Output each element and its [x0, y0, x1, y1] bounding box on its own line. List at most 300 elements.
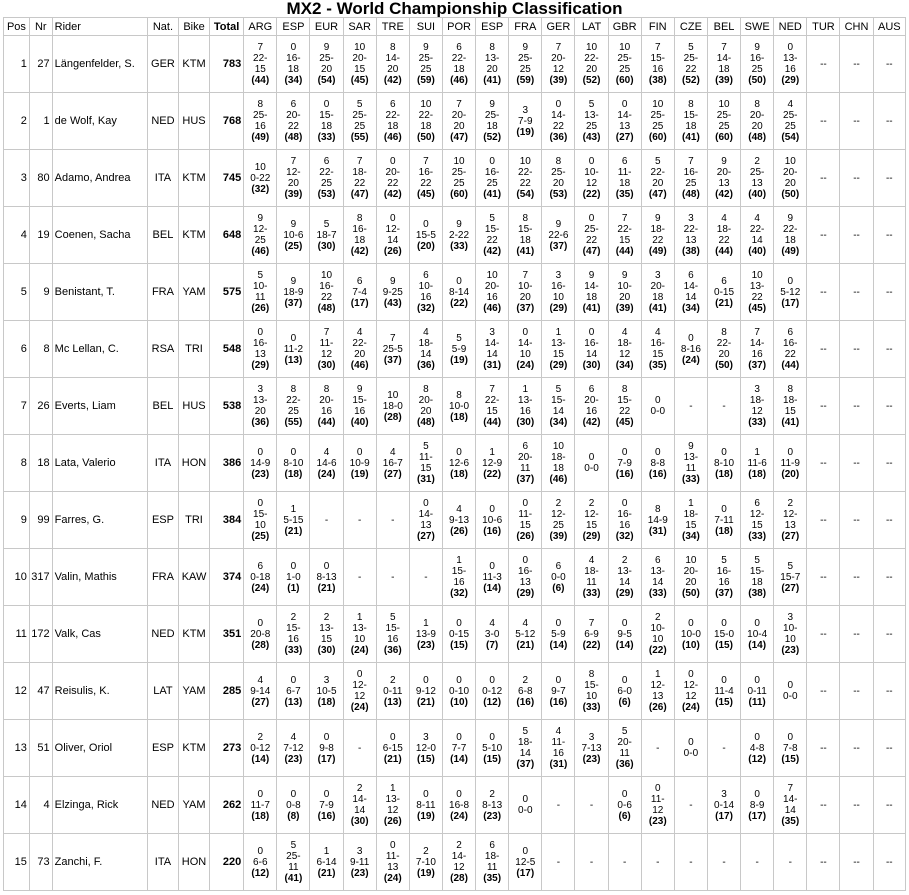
result-line: 11- [385, 851, 400, 862]
cell-rider: de Wolf, Kay [52, 93, 147, 150]
result-line: 25- [683, 53, 699, 64]
result-line: 7 [688, 156, 694, 167]
result-line: 14- [352, 794, 367, 805]
result-line: 18- [617, 338, 632, 349]
cell-result [641, 663, 674, 720]
cell-result [476, 264, 509, 321]
cell-result [807, 549, 840, 606]
result-line: 14 [619, 577, 631, 588]
result-line: 14- [617, 110, 632, 121]
cell-bike: HUS [178, 93, 209, 150]
cell-result [310, 834, 343, 891]
result-line: 10 [486, 270, 498, 281]
result-line: 5 [555, 384, 562, 395]
result-line: (49) [781, 246, 800, 257]
result-line: 18 [453, 64, 465, 75]
cell-result [707, 606, 740, 663]
result-line: - [689, 400, 693, 412]
result-line: (33) [284, 645, 303, 656]
cell-result [674, 720, 707, 777]
result-line: (54) [516, 189, 535, 200]
cell-result [442, 606, 475, 663]
result-line: 8-9 [749, 799, 765, 811]
cell-total: 538 [210, 378, 244, 435]
cell-pos: 8 [4, 435, 30, 492]
result-line: 22- [617, 224, 632, 235]
result-line: 22 [619, 406, 631, 417]
result-line: (30) [317, 240, 336, 252]
result-line: 20 [486, 64, 498, 75]
result-line: -- [820, 742, 827, 754]
cell-result [376, 492, 409, 549]
table-row [4, 207, 906, 264]
result-line: 18- [551, 452, 566, 463]
result-line: 10 [354, 634, 366, 645]
result-line: (33) [450, 240, 468, 252]
cell-pos: 1 [4, 36, 30, 93]
cell-pos: 10 [4, 549, 30, 606]
result-line: 15- [584, 680, 599, 691]
result-line: 5 [688, 42, 694, 53]
result-line: 5 [787, 560, 794, 572]
cell-result [244, 378, 277, 435]
result-line: 3 [721, 788, 727, 800]
cell-result [807, 777, 840, 834]
cell-result [277, 36, 310, 93]
cell-result [641, 549, 674, 606]
result-line: (46) [383, 132, 402, 143]
result-line: 9 [555, 218, 562, 230]
result-line: 9 [456, 218, 462, 230]
result-line: 0 [257, 845, 264, 857]
result-line: 0 [257, 788, 264, 800]
result-line: 6 [456, 42, 462, 53]
cell-result [840, 207, 873, 264]
result-line: 22- [783, 224, 798, 235]
result-line: - [656, 742, 660, 754]
result-line: 11-2 [283, 343, 304, 355]
result-line: 16- [683, 167, 699, 178]
cell-result [509, 435, 542, 492]
result-line: 0 [588, 213, 595, 224]
result-line: 13- [484, 53, 500, 64]
result-line: 8 [787, 384, 794, 395]
cell-pos: 2 [4, 93, 30, 150]
result-line: (6) [618, 810, 631, 822]
result-line: (50) [417, 132, 435, 143]
result-line: 9-25 [382, 286, 403, 298]
cell-result [741, 36, 774, 93]
cell-result [376, 264, 409, 321]
cell-result [608, 777, 641, 834]
result-line: 12 [619, 349, 631, 360]
cell-result [840, 549, 873, 606]
result-line: 2 [257, 731, 264, 743]
result-line: 15-7 [780, 571, 801, 583]
result-line: 3 [754, 384, 760, 395]
result-line: -- [853, 457, 860, 469]
result-line: -- [820, 400, 827, 412]
cell-result [509, 549, 542, 606]
cell-total: 220 [210, 834, 244, 891]
result-line: 6-9 [584, 628, 599, 640]
result-line: 6 [621, 156, 628, 167]
result-line: 0-0 [650, 406, 665, 417]
result-line: (44) [615, 246, 634, 257]
result-line: 0 [688, 737, 694, 748]
result-line: 7 [588, 617, 595, 629]
result-line: 15 [320, 634, 333, 645]
result-line: 7 [456, 99, 462, 110]
cell-result [741, 549, 774, 606]
result-line: 20 [718, 349, 730, 360]
result-line: 15- [451, 566, 467, 577]
table-row [4, 777, 906, 834]
result-line: 9 [356, 384, 363, 395]
result-line: (16) [648, 468, 667, 480]
result-line: 22- [716, 338, 732, 349]
cell-bike: HON [178, 834, 209, 891]
result-line: 2 [456, 840, 462, 851]
result-line: 18- [352, 167, 367, 178]
result-line: 2 [588, 498, 595, 509]
result-line: 13- [783, 53, 798, 64]
result-line: 2 [621, 555, 628, 566]
result-line: 20- [319, 395, 334, 406]
cell-result [244, 207, 277, 264]
result-line: 11- [518, 509, 533, 520]
cell-pos: 12 [4, 663, 30, 720]
result-line: (23) [251, 468, 270, 480]
result-line: 0 [688, 617, 694, 629]
cell-result [442, 378, 475, 435]
result-line: 7 [721, 42, 727, 53]
result-line: (44) [715, 246, 733, 257]
cell-rider: Zanchi, F. [52, 834, 147, 891]
result-line: 15 [619, 235, 631, 246]
result-line: 0 [489, 503, 495, 515]
result-line: 6-6 [253, 856, 268, 868]
result-line: (14) [450, 753, 468, 765]
result-line: (33) [748, 531, 767, 542]
cell-total: 285 [210, 663, 244, 720]
cell-result [575, 606, 608, 663]
result-line: (21) [417, 696, 435, 708]
result-line: 0 [621, 498, 628, 509]
cell-result [707, 378, 740, 435]
cell-nat: NED [147, 606, 178, 663]
cell-result [774, 834, 807, 891]
cell-result [509, 834, 542, 891]
result-line: 7 [621, 213, 628, 224]
result-line: (60) [715, 132, 733, 143]
result-line: (20) [417, 240, 435, 252]
cell-result [244, 492, 277, 549]
result-line: (31) [417, 474, 435, 485]
result-line: (55) [350, 132, 369, 143]
result-line: (29) [251, 360, 270, 371]
cell-result [476, 93, 509, 150]
result-line: 0 [522, 845, 529, 857]
cell-result [840, 264, 873, 321]
result-line: 8 [688, 99, 694, 110]
cell-result [442, 549, 475, 606]
cell-bike: TRI [178, 321, 209, 378]
result-line: (48) [284, 132, 303, 143]
result-line: 9 [754, 42, 760, 53]
cell-total: 648 [210, 207, 244, 264]
result-line: 18 [585, 292, 598, 303]
result-line: 0 [787, 42, 794, 53]
result-line: 15- [650, 53, 665, 64]
result-line: (47) [450, 132, 468, 143]
result-line: 11-6 [747, 457, 767, 469]
cell-result [376, 435, 409, 492]
result-line: 22- [749, 224, 765, 235]
result-line: 4 [555, 726, 562, 737]
result-line: 9-14 [250, 685, 271, 697]
result-line: 15- [617, 395, 632, 406]
result-line: 22- [418, 110, 434, 121]
result-line: 22- [683, 224, 699, 235]
result-line: 0 [323, 788, 330, 800]
result-line: - [722, 742, 726, 754]
result-line: 10- [783, 623, 798, 634]
cell-nat: RSA [147, 321, 178, 378]
cell-result [575, 720, 608, 777]
cell-nat: ESP [147, 720, 178, 777]
cell-result [608, 663, 641, 720]
result-line: 15- [253, 509, 268, 520]
result-line: 16- [716, 566, 732, 577]
result-line: (45) [615, 417, 634, 428]
result-line: 22 [287, 121, 299, 132]
cell-bike: YAM [178, 663, 209, 720]
result-line: 6-15 [382, 742, 403, 754]
cell-bike: KTM [178, 606, 209, 663]
cell-result [674, 435, 707, 492]
result-line: (54) [781, 132, 800, 143]
result-line: 0 [787, 731, 794, 743]
cell-result [310, 36, 343, 93]
cell-result [343, 321, 376, 378]
cell-result [641, 264, 674, 321]
result-line: (8) [287, 810, 300, 822]
cell-result [409, 378, 442, 435]
cell-result [807, 663, 840, 720]
result-line: 15- [749, 566, 765, 577]
result-line: (34) [284, 75, 303, 86]
result-line: 8-10 [283, 457, 304, 469]
result-line: 25 [287, 406, 299, 417]
result-line: 7-9 [617, 457, 632, 469]
result-line: 0 [356, 446, 363, 458]
result-line: 0 [290, 332, 297, 344]
result-line: 16- [352, 224, 367, 235]
result-line: 13-9 [415, 628, 436, 640]
result-line: 16 [354, 406, 366, 417]
result-line: 13 [420, 520, 432, 531]
result-line: (22) [483, 468, 502, 480]
cell-result [244, 834, 277, 891]
result-line: (59) [417, 75, 435, 86]
result-line: 9-13 [449, 514, 470, 526]
result-line: 11 [520, 463, 531, 474]
result-line: 16 [387, 634, 399, 645]
result-line: (13) [284, 696, 303, 708]
cell-nr: 51 [29, 720, 52, 777]
result-line: 14 [420, 349, 432, 360]
result-line: 7 [555, 42, 562, 53]
result-line: -- [853, 628, 860, 640]
result-line: 12 [354, 691, 366, 702]
result-line: 18 [420, 121, 432, 132]
result-line: 22- [385, 110, 400, 121]
cell-result [807, 207, 840, 264]
result-line: (18) [715, 525, 733, 537]
header-nat: Nat. [147, 18, 178, 36]
result-line: 0 [489, 731, 495, 743]
cell-result [840, 663, 873, 720]
result-line: (16) [549, 696, 568, 708]
result-line: 25- [352, 110, 367, 121]
result-line: 10 [387, 389, 399, 401]
result-line: 0 [655, 446, 661, 458]
result-line: (52) [682, 75, 700, 86]
result-line: -- [853, 115, 860, 127]
result-line: (42) [483, 246, 502, 257]
cell-result [409, 834, 442, 891]
result-line: 9 [290, 218, 297, 230]
result-line: -- [853, 286, 860, 298]
cell-result [409, 264, 442, 321]
cell-result [542, 663, 575, 720]
cell-result [542, 36, 575, 93]
result-line: 0-0 [551, 571, 566, 583]
result-line: 1 [423, 617, 429, 629]
result-line: (41) [648, 303, 667, 314]
result-line: 15- [683, 110, 699, 121]
cell-result [774, 321, 807, 378]
result-line: - [589, 856, 594, 868]
cell-pos: 11 [4, 606, 30, 663]
result-line: -- [853, 172, 860, 184]
result-line: 16- [617, 509, 632, 520]
result-line: 16 [718, 577, 730, 588]
result-line: (28) [450, 873, 468, 884]
cell-result [608, 264, 641, 321]
result-line: (22) [582, 639, 601, 651]
result-line: (29) [781, 75, 800, 86]
cell-result [343, 378, 376, 435]
result-line: (29) [549, 303, 568, 314]
result-line: 7-11 [714, 514, 734, 526]
cell-result [277, 663, 310, 720]
result-line: (35) [781, 816, 800, 827]
result-line: 10-9 [349, 457, 370, 469]
cell-pos: 5 [4, 264, 30, 321]
result-line: -- [853, 229, 860, 241]
cell-result [509, 492, 542, 549]
cell-result [741, 93, 774, 150]
cell-result [376, 549, 409, 606]
result-line: 20 [585, 64, 598, 75]
result-line: (30) [516, 417, 535, 428]
result-line: 3 [356, 845, 363, 857]
result-line: (19) [450, 354, 468, 366]
result-line: 20 [387, 64, 399, 75]
result-line: 2 [655, 612, 661, 623]
cell-result [343, 606, 376, 663]
result-line: 10 [718, 99, 730, 110]
result-line: 18 [486, 121, 498, 132]
cell-result [674, 150, 707, 207]
result-line: 9 [522, 42, 529, 53]
result-line: 0 [555, 99, 562, 110]
result-line: (12) [483, 696, 502, 708]
result-line: 0 [257, 498, 264, 509]
result-line: 6 [555, 560, 562, 572]
cell-nr: 4 [29, 777, 52, 834]
cell-result [807, 720, 840, 777]
result-line: 10-6 [283, 229, 304, 241]
result-line: 15 [784, 406, 796, 417]
cell-result [873, 150, 905, 207]
cell-result [641, 435, 674, 492]
cell-result [741, 663, 774, 720]
cell-result [542, 150, 575, 207]
cell-result [741, 777, 774, 834]
result-line: (23) [582, 753, 601, 765]
cell-result [277, 207, 310, 264]
result-line: 1 [290, 503, 297, 515]
result-line: (37) [715, 588, 733, 599]
result-line: (23) [483, 810, 502, 822]
result-line: (33) [748, 417, 767, 428]
result-line: - [589, 799, 594, 811]
cell-result [674, 264, 707, 321]
result-line: 7 [655, 42, 661, 53]
result-line: 15- [385, 623, 400, 634]
cell-rider: Farres, G. [52, 492, 147, 549]
result-line: 6-14 [316, 856, 337, 868]
result-line: (39) [549, 75, 568, 86]
result-line: 18- [584, 566, 599, 577]
result-line: 25 [486, 178, 498, 189]
result-line: (30) [582, 360, 601, 371]
cell-result [343, 150, 376, 207]
cell-result [707, 663, 740, 720]
cell-result [310, 321, 343, 378]
result-line: 14- [385, 53, 400, 64]
result-line: (34) [549, 417, 568, 428]
result-line: 12- [783, 509, 798, 520]
result-line: 0 [555, 674, 562, 686]
result-line: -- [885, 628, 893, 640]
result-line: 15- [484, 224, 500, 235]
cell-result [807, 492, 840, 549]
result-line: 10-6 [482, 514, 503, 526]
result-line: (18) [251, 810, 270, 822]
result-line: 1 [655, 669, 661, 680]
cell-nr: 19 [29, 207, 52, 264]
result-line: 0 [721, 446, 727, 458]
result-line: - [622, 856, 627, 868]
result-line: (48) [317, 303, 336, 314]
result-line: - [357, 514, 362, 526]
result-line: 20 [685, 577, 697, 588]
result-line: (42) [383, 189, 402, 200]
